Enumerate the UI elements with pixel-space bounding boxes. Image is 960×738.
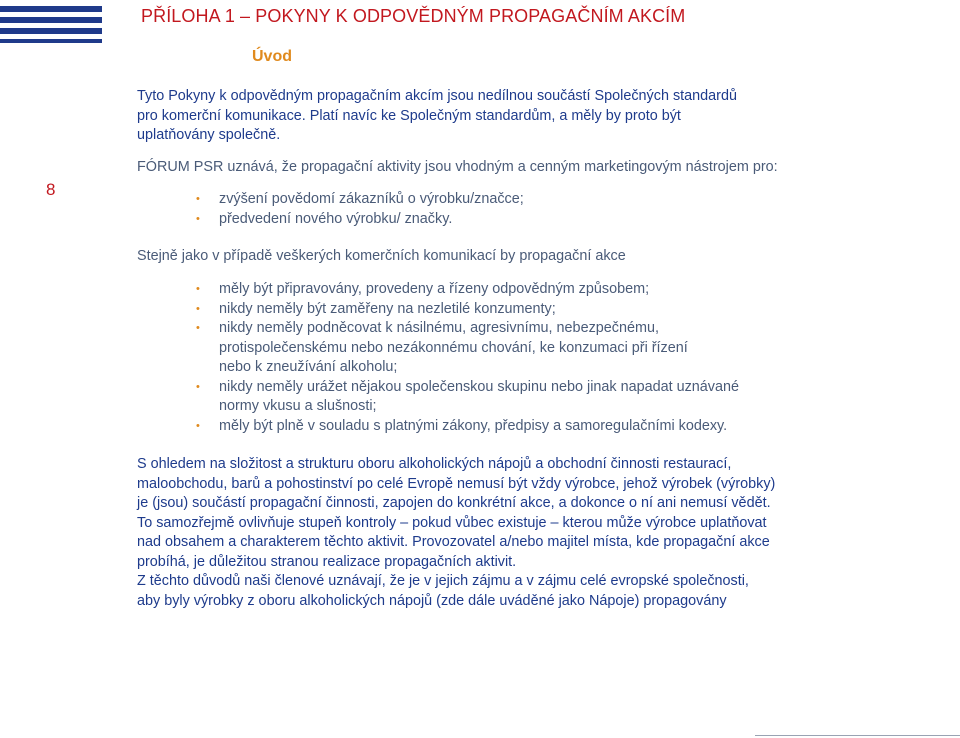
list-item-text: • zvýšení povědomí zákazníků o výrobku/značce; — [219, 191, 524, 207]
paragraph-line: Stejně jako v případě veškerých komerčních komunikací by propagační akce — [137, 248, 626, 264]
paragraph-line: je (jsou) součástí propagační činnosti, zapojen do konkrétní akce, a dokonce o ní ani nemusí vědět. — [137, 495, 771, 511]
closing-paragraph — [137, 455, 775, 611]
rules-bullet-list — [196, 280, 739, 436]
forum-lead — [137, 158, 778, 178]
logo-bar — [0, 28, 102, 34]
list-item-text: • nikdy neměly být zaměřeny na nezletilé konzumenty; — [219, 300, 556, 317]
page-number: 8 — [46, 180, 56, 199]
list-item-text: • nikdy neměly podněcovat k násilnému, agresivnímu, nebezpečnému, — [219, 320, 659, 336]
list-item — [196, 319, 739, 378]
list-item — [196, 210, 524, 230]
list-item-text: • předvedení nového výrobku/ značky. — [219, 210, 453, 227]
intro-paragraph — [137, 87, 737, 146]
list-item-text: • nikdy neměly urážet nějakou společenskou skupinu nebo jinak napadat uznávané — [219, 378, 740, 395]
forum-bullet-list — [196, 190, 524, 229]
footer-divider — [755, 735, 960, 736]
section-heading: Úvod — [252, 48, 292, 65]
rules-lead — [137, 247, 626, 267]
paragraph-line: pro komerční komunikace. Platí navíc ke Společným standardům, a měly by proto být — [137, 107, 681, 124]
paragraph-line: S ohledem na složitost a strukturu oboru alkoholických nápojů a obchodní činnosti restaurací, — [137, 456, 732, 472]
list-item-text: • měly být plně v souladu s platnými zákony, předpisy a samoregulačními kodexy. — [219, 417, 728, 434]
list-item-text: protispolečenskému nebo nezákonnému chování, ke konzumaci při řízení — [219, 339, 688, 356]
paragraph-line: Tyto Pokyny k odpovědným propagačním akcím jsou nedílnou součástí Společných standardů — [137, 88, 737, 104]
paragraph-line: FÓRUM PSR uznává, že propagační aktivity jsou vhodným a cenným marketingovým nástrojem pro: — [137, 159, 778, 175]
paragraph-line: probíhá, je důležitou stranou realizace propagačních aktivit. — [137, 553, 517, 570]
list-item — [196, 378, 739, 417]
list-item — [196, 300, 739, 320]
list-item-text: • měly být připravovány, provedeny a řízeny odpovědným způsobem; — [219, 281, 650, 297]
list-item — [196, 280, 739, 300]
paragraph-line: aby byly výrobky z oboru alkoholických nápojů (zde dále uváděné jako Nápoje) propagovány — [137, 592, 727, 609]
list-item — [196, 417, 739, 437]
list-item-text: nebo k zneužívání alkoholu; — [219, 359, 398, 375]
paragraph-line: nad obsahem a charakterem těchto aktivit. Provozovatel a/nebo majitel místa, kde propagační akce — [137, 534, 770, 550]
list-item-text: normy vkusu a slušnosti; — [219, 398, 377, 414]
paragraph-line: maloobchodu, barů a pohostinství po celé Evropě nemusí být vždy výrobce, jehož výrobek (výrobky) — [137, 475, 776, 492]
document-logo-bars — [0, 6, 102, 48]
list-item — [196, 190, 524, 210]
logo-bar — [0, 17, 102, 23]
paragraph-line: uplatňovány společně. — [137, 127, 281, 143]
logo-bar — [0, 6, 102, 12]
paragraph-line: Z těchto důvodů naši členové uznávají, že je v jejich zájmu a v zájmu celé evropské společnosti, — [137, 573, 749, 589]
page-title: PŘÍLOHA 1 – POKYNY K ODPOVĚDNÝM PROPAGAČNÍM AKCÍM — [141, 6, 686, 26]
logo-bar — [0, 39, 102, 43]
paragraph-line: To samozřejmě ovlivňuje stupeň kontroly – pokud vůbec existuje – kterou může výrobce uplatňovat — [137, 514, 767, 531]
